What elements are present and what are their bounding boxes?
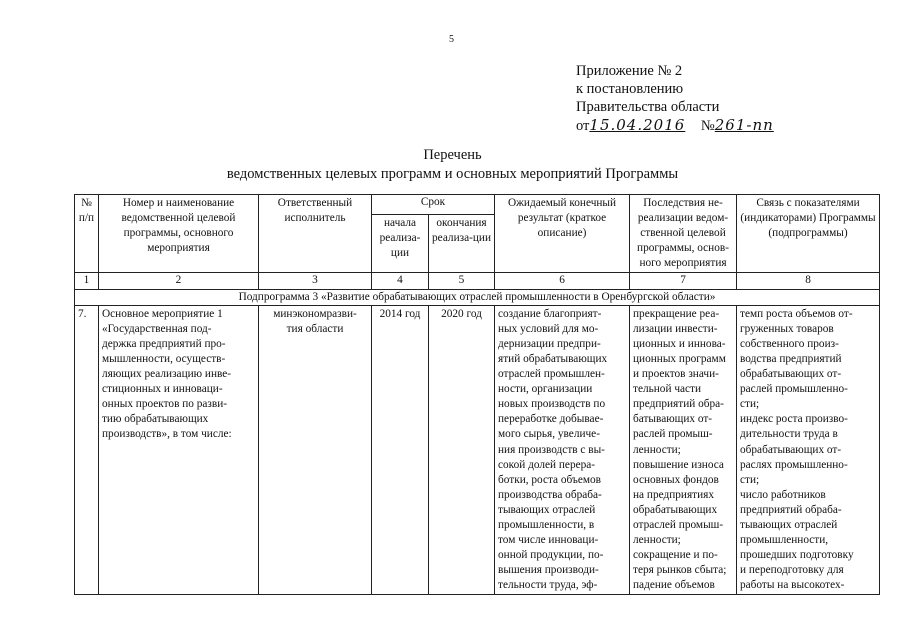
header-term: Срок [372,195,495,215]
appendix-line-1: Приложение № 2 [576,63,683,79]
row-num: 7. [75,305,99,595]
programs-table [74,194,880,595]
resolution-number: 261-пп [714,116,774,134]
column-number: 6 [495,273,630,289]
table-row [75,305,880,595]
header-end: окончания реализа-ции [429,214,495,273]
document-subtitle: ведомственных целевых программ и основных мероприятий Программы [226,166,679,182]
appendix-date-line [576,116,774,135]
page-number: 5 [449,34,454,45]
row-name: Основное мероприятие 1 «Государственная под- держка предприятий про- мышленности, осуществ- ляющих реализацию инве- стиционных и инноваци- онных проектов по разви- тию обрабатывающих производств», в том числе: [99,305,259,595]
row-consequences: прекращение реа- лизации инвести- ционных и иннова- ционных программ и проектов значи- тельной части предприятий обра- батывающих от- раслей промыш- ленности; повышение износа основных фондов на предприятиях обрабатывающих отраслей промыш- ленности; сокращение и по- теря рынков сбыта; падение объемов [630,305,737,595]
header-executor: Ответственный исполнитель [259,195,372,273]
resolution-date: 15.04.2016 [589,116,686,134]
row-executor: минэкономразви- тия области [259,305,372,595]
row-link: темп роста объемов от- груженных товаров собственного произ- водства предприятий обрабатывающих от- раслей промышленно- сти; индекс роста произво- дительности труда в обрабатывающих от- раслях промышленно- сти; число работников предприятий обраба- тывающих отраслей промышленности, прошедших подготовку и переподготовку для работы на высокотех- [737,305,880,595]
row-start: 2014 год [372,305,429,595]
header-link: Связь с показателями (индикаторами) Программы (подпрограммы) [737,195,880,273]
header-name: Номер и наименование ведомственной целевой программы, основного мероприятия [99,195,259,273]
column-numbers-row [75,273,880,289]
appendix-number-prefix: № [700,118,715,134]
appendix-line-2: к постановлению [576,81,684,97]
header-consequences: Последствия не-реализации ведом-ственной целевой программы, основ-ного мероприятия [630,195,737,273]
column-number: 8 [737,273,880,289]
row-result: создание благоприят- ных условий для мо- дернизации предпри- ятий обрабатывающих отраслей промышлен- ности, организации новых производств по переработке добывае- мого сырья, увеличе- ния производств с вы- сокой долей перера- ботки, роста объемов производства обраба- тывающих отраслей промышленности, в том числе инноваци- онной продукции, по- вышения производи- тельности труда, эф- [495,305,630,595]
column-number: 2 [99,273,259,289]
appendix-from-prefix: от [576,118,590,134]
subprogram-row [75,289,880,305]
header-start: начала реализа-ции [372,214,429,273]
document-title: Перечень [423,147,482,163]
row-end: 2020 год [429,305,495,595]
header-result: Ожидаемый конечный результат (краткое описание) [495,195,630,273]
column-number: 5 [429,273,495,289]
column-number: 4 [372,273,429,289]
subprogram-title: Подпрограмма 3 «Развитие обрабатывающих отраслей промышленности в Оренбургской области» [75,289,880,305]
column-number: 7 [630,273,737,289]
column-number: 3 [259,273,372,289]
header-num: № п/п [75,195,99,273]
table-header-row [75,195,880,215]
column-number: 1 [75,273,99,289]
appendix-line-3: Правительства области [576,99,720,115]
